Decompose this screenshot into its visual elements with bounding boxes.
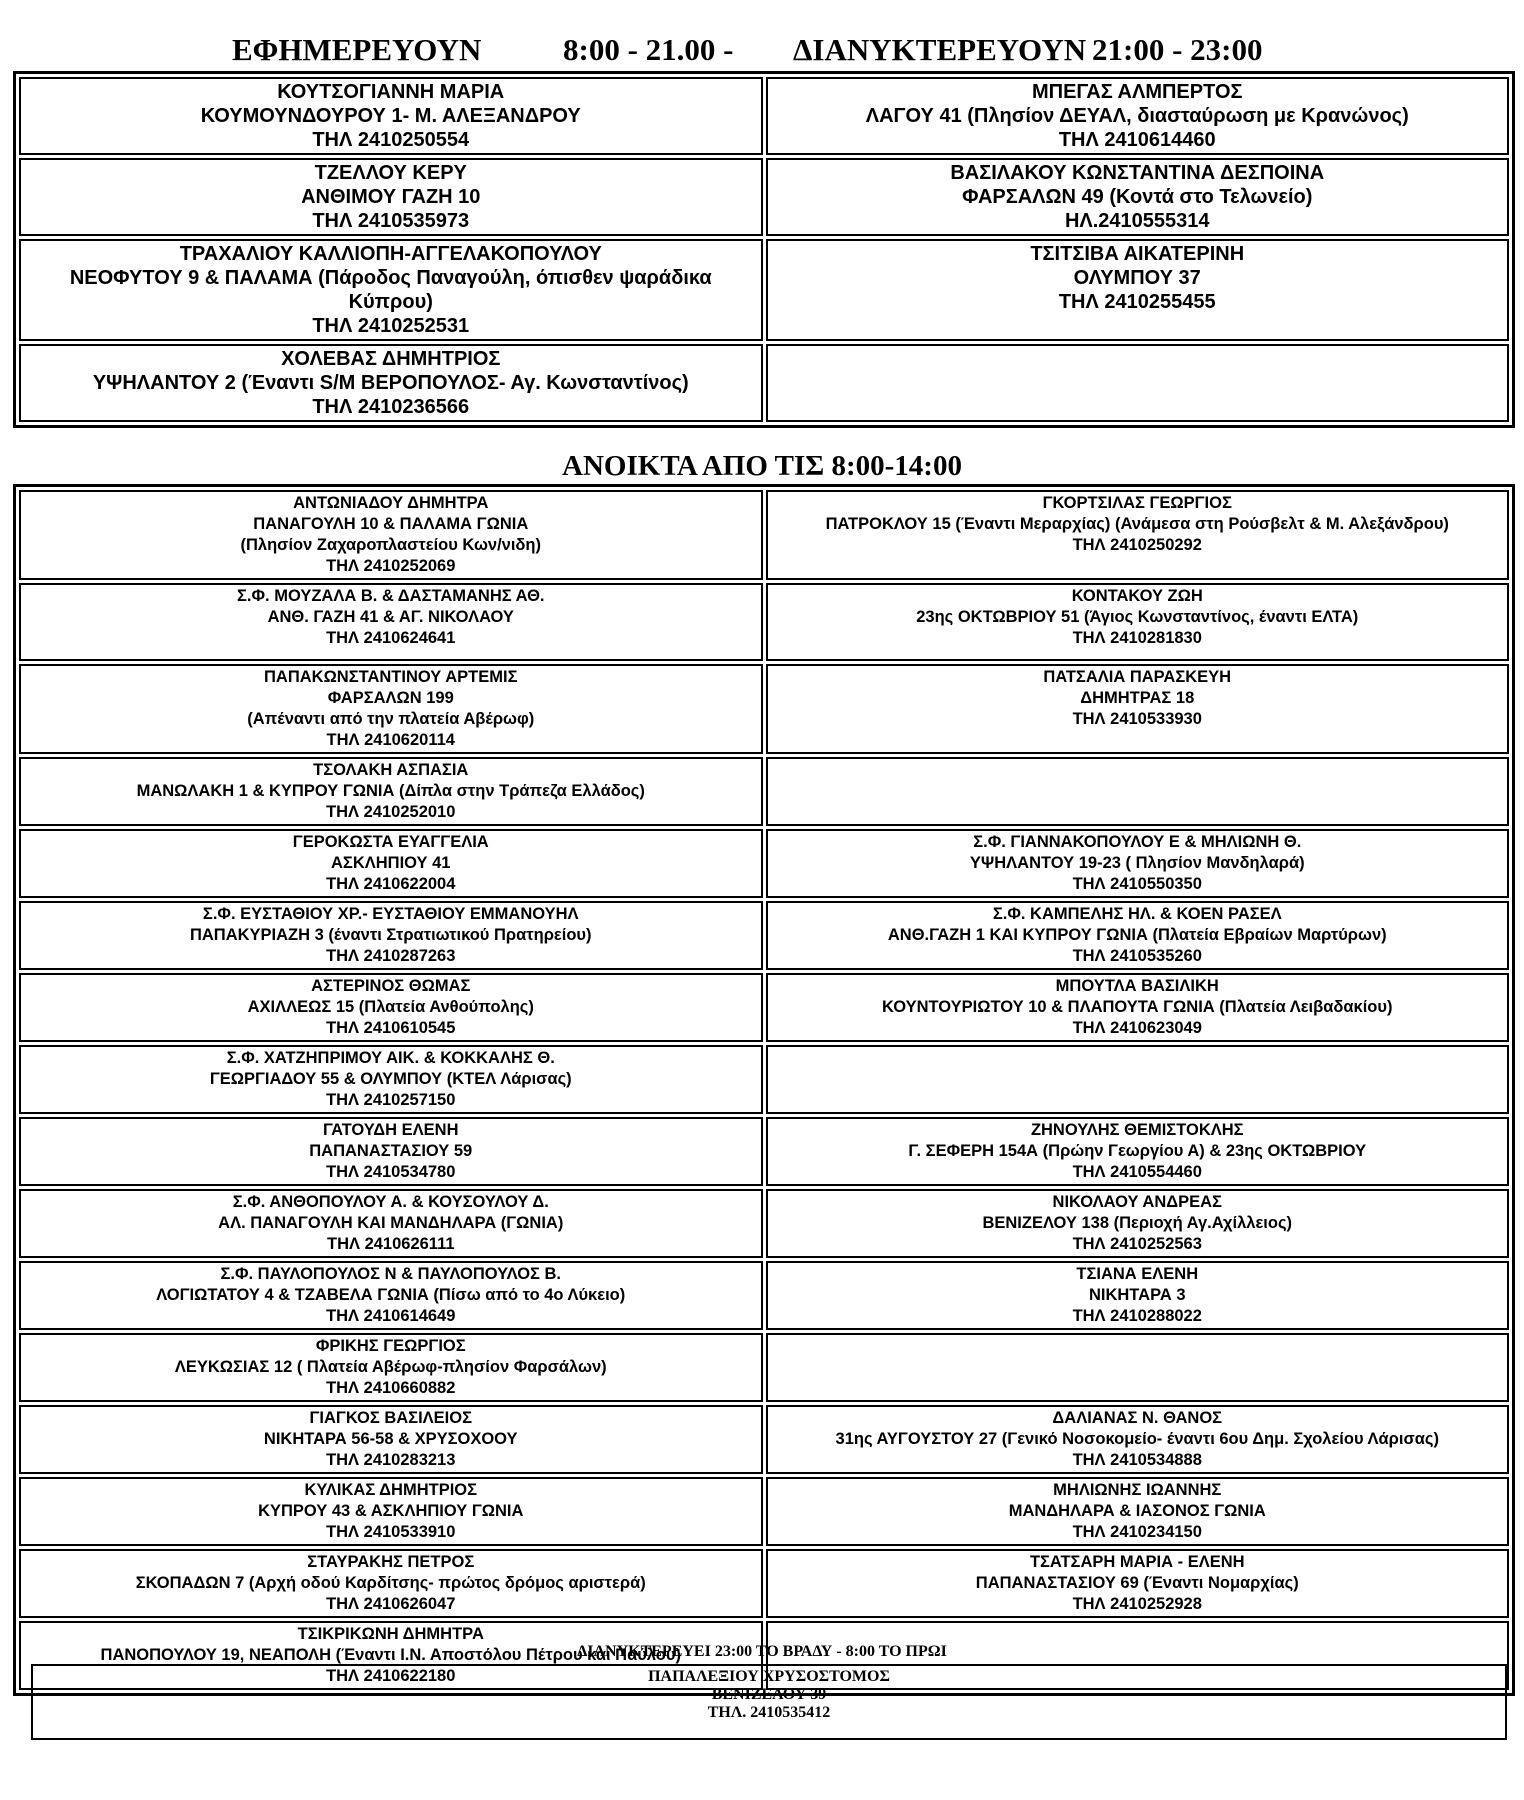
pharmacy-address: ΑΧΙΛΛΕΩΣ 15 (Πλατεία Ανθούπολης): [247, 998, 534, 1016]
pharmacy-address: ΠΑΠΑΝΑΣΤΑΣΙΟΥ 69 (Έναντι Νομαρχίας): [975, 1574, 1299, 1592]
pharmacy-address: (Απέναντι από την πλατεία Αβέρωφ): [247, 710, 535, 728]
pharmacy-phone: ΤΗΛ 2410626047: [326, 1595, 456, 1613]
pharmacy-phone: ΤΗΛ 2410236566: [312, 396, 470, 418]
table-row: [19, 1549, 1509, 1618]
pharmacy-phone: ΤΗΛ 2410534888: [1072, 1451, 1202, 1469]
pharmacy-phone: ΤΗΛ 2410622180: [326, 1667, 456, 1685]
pharmacy-cell: [19, 1549, 763, 1618]
pharmacy-name: ΤΣΙΤΣΙΒΑ ΑΙΚΑΤΕΡΙΝΗ: [1030, 243, 1245, 265]
pharmacy-name: ΤΣΙΑΝΑ ΕΛΕΝΗ: [1076, 1265, 1199, 1283]
pharmacy-address: ΝΕΟΦΥΤΟΥ 9 & ΠΑΛΑΜΑ (Πάροδος Παναγούλη, όπισθεν ψαράδικα: [69, 267, 712, 289]
pharmacy-name: ΓΑΤΟΥΔΗ ΕΛΕΝΗ: [322, 1121, 459, 1139]
pharmacy-phone: ΤΗΛ 2410252928: [1072, 1595, 1202, 1613]
open-pharmacies-table: [13, 484, 1515, 1696]
table-row: [19, 901, 1509, 970]
table-row: [19, 1333, 1509, 1402]
pharmacy-cell: [766, 158, 1510, 236]
pharmacy-phone: ΤΗΛ 2410250554: [312, 129, 470, 151]
pharmacy-phone: ΤΗΛ 2410250292: [1072, 536, 1202, 554]
pharmacy-phone: ΤΗΛ 2410535260: [1072, 947, 1202, 965]
pharmacy-cell: [766, 901, 1510, 970]
pharmacy-name: ΤΡΑΧΑΛΙΟΥ ΚΑΛΛΙΟΠΗ-ΑΓΓΕΛΑΚΟΠΟΥΛΟΥ: [179, 243, 602, 265]
pharmacy-name: ΚΥΛΙΚΑΣ ΔΗΜΗΤΡΙΟΣ: [304, 1481, 478, 1499]
table-row: [19, 583, 1509, 661]
pharmacy-name: ΠΑΠΑΚΩΝΣΤΑΝΤΙΝΟΥ ΑΡΤΕΜΙΣ: [264, 668, 518, 686]
pharmacy-name: ΤΣΙΚΡΙΚΩΝΗ ΔΗΜΗΤΡΑ: [297, 1625, 484, 1643]
pharmacy-address: ΚΟΥΜΟΥΝΔΟΥΡΟΥ 1- Μ. ΑΛΕΞΑΝΔΡΟΥ: [200, 105, 581, 127]
pharmacy-phone: ΗΛ.2410555314: [1064, 210, 1210, 232]
pharmacy-cell: [19, 664, 763, 754]
pharmacy-address: ΑΛ. ΠΑΝΑΓΟΥΛΗ ΚΑΙ ΜΑΝΔΗΛΑΡΑ (ΓΩΝΙΑ): [218, 1214, 564, 1232]
pharmacy-phone: ΤΗΛ 2410287263: [326, 947, 456, 965]
pharmacy-address: Κύπρου): [348, 291, 433, 313]
pharmacy-cell: [766, 1549, 1510, 1618]
table-row: [19, 664, 1509, 754]
empty-cell: [766, 344, 1510, 422]
pharmacy-address: ΝΙΚΗΤΑΡΑ 3: [1088, 1286, 1186, 1304]
duty-hours: 8:00 - 21.00 -: [563, 32, 734, 67]
pharmacy-address: ΛΑΓΟΥ 41 (Πλησίον ΔΕΥΑΛ, διασταύρωση με Κρανώνος): [865, 105, 1409, 127]
pharmacy-phone: ΤΗΛ 2410620114: [326, 731, 455, 749]
table-row: [19, 77, 1509, 155]
pharmacy-name: ΤΣΟΛΑΚΗ ΑΣΠΑΣΙΑ: [313, 761, 469, 779]
overnight-title: ΔΙΑΝΥΚΤΕΡΕΥΕΙ 23:00 ΤΟ ΒΡΑΔΥ - 8:00 ΤΟ ΠΡΩΙ: [577, 1643, 947, 1660]
pharmacy-name: ΚΟΥΤΣΟΓΙΑΝΝΗ ΜΑΡΙΑ: [277, 81, 505, 103]
pharmacy-address: ΑΝΘ. ΓΑΖΗ 41 & ΑΓ. ΝΙΚΟΛΑΟΥ: [267, 608, 514, 626]
duty-header: [0, 30, 1524, 70]
empty-cell: [766, 1045, 1510, 1114]
pharmacy-cell: [766, 1477, 1510, 1546]
pharmacy-address: ΜΑΝΩΛΑΚΗ 1 & ΚΥΠΡΟΥ ΓΩΝΙΑ (Δίπλα στην Τράπεζα Ελλάδος): [136, 782, 645, 800]
table-row: [19, 1045, 1509, 1114]
pharmacy-name: ΓΚΟΡΤΣΙΛΑΣ ΓΕΩΡΓΙΟΣ: [1042, 494, 1232, 512]
pharmacy-address: ΠΑΝΟΠΟΥΛΟΥ 19, ΝΕΑΠΟΛΗ (Έναντι Ι.Ν. Αποστόλου Πέτρου και Παύλου): [100, 1646, 681, 1664]
duty-pharmacies-table: [13, 71, 1515, 428]
pharmacy-phone: ΤΗΛ 2410533910: [326, 1523, 456, 1541]
pharmacy-phone: ΤΗΛ 2410283213: [326, 1451, 456, 1469]
pharmacy-address: 23ης ΟΚΤΩΒΡΙΟΥ 51 (Άγιος Κωνσταντίνος, έναντι ΕΛΤΑ): [916, 608, 1359, 626]
table-row: [19, 1261, 1509, 1330]
table-row: [19, 490, 1509, 580]
empty-cell: [766, 757, 1510, 826]
overnight-pharmacy-phone: ΤΗΛ. 2410535412: [707, 1704, 831, 1721]
pharmacy-name: ΓΙΑΓΚΟΣ ΒΑΣΙΛΕΙΟΣ: [309, 1409, 472, 1427]
pharmacy-cell: [19, 490, 763, 580]
table-row: [19, 1477, 1509, 1546]
pharmacy-phone: ΤΗΛ 2410614460: [1058, 129, 1216, 151]
duty-title: ΕΦΗΜΕΡΕΥΟΥΝ: [232, 32, 482, 67]
pharmacy-phone: ΤΗΛ 2410252069: [326, 557, 456, 575]
pharmacy-cell: [19, 158, 763, 236]
pharmacy-address: ΚΥΠΡΟΥ 43 & ΑΣΚΛΗΠΙΟΥ ΓΩΝΙΑ: [258, 1502, 524, 1520]
pharmacy-address: ΠΑΠΑΝΑΣΤΑΣΙΟΥ 59: [309, 1142, 473, 1160]
pharmacy-address: ΦΑΡΣΑΛΩΝ 49 (Κοντά στο Τελωνείο): [962, 186, 1313, 208]
pharmacy-cell: [19, 239, 763, 341]
pharmacy-name: ΤΣΑΤΣΑΡΗ ΜΑΡΙΑ - ΕΛΕΝΗ: [1029, 1553, 1245, 1571]
pharmacy-cell: [19, 901, 763, 970]
pharmacy-phone: ΤΗΛ 2410533930: [1072, 710, 1202, 728]
table-row: [19, 973, 1509, 1042]
pharmacy-name: ΤΖΕΛΛΟΥ ΚΕΡΥ: [314, 162, 467, 184]
night-duty-hours: 21:00 - 23:00: [1092, 32, 1263, 67]
pharmacy-name: Σ.Φ. ΓΙΑΝΝΑΚΟΠΟΥΛΟΥ Ε & ΜΗΛΙΩΝΗ Θ.: [973, 833, 1302, 851]
pharmacy-address: ΠΑΤΡΟΚΛΟΥ 15 (Έναντι Μεραρχίας) (Ανάμεσα στη Ρούσβελτ & Μ. Αλεξάνδρου): [825, 515, 1449, 533]
pharmacy-name: ΧΟΛΕΒΑΣ ΔΗΜΗΤΡΙΟΣ: [281, 348, 501, 370]
pharmacy-cell: [766, 583, 1510, 661]
pharmacy-address: ΓΕΩΡΓΙΑΔΟΥ 55 & ΟΛΥΜΠΟΥ (ΚΤΕΛ Λάρισας): [209, 1070, 572, 1088]
pharmacy-address: ΠΑΝΑΓΟΥΛΗ 10 & ΠΑΛΑΜΑ ΓΩΝΙΑ: [253, 515, 529, 533]
pharmacy-phone: ΤΗΛ 2410257150: [326, 1091, 456, 1109]
pharmacy-name: ΑΝΤΩΝΙΑΔΟΥ ΔΗΜΗΤΡΑ: [293, 494, 489, 512]
pharmacy-cell: [19, 77, 763, 155]
pharmacy-address: ΥΨΗΛΑΝΤΟΥ 2 (Έναντι S/M ΒΕΡΟΠΟΥΛΟΣ- Αγ. Κωνσταντίνος): [92, 372, 689, 394]
pharmacy-name: Σ.Φ. ΕΥΣΤΑΘΙΟΥ ΧΡ.- ΕΥΣΤΑΘΙΟΥ ΕΜΜΑΝΟΥΗΛ: [202, 905, 579, 923]
table-row: [19, 1117, 1509, 1186]
pharmacy-name: ΚΟΝΤΑΚΟΥ ΖΩΗ: [1071, 587, 1203, 605]
pharmacy-phone: ΤΗΛ 2410281830: [1072, 629, 1202, 647]
pharmacy-address: ΥΨΗΛΑΝΤΟΥ 19-23 ( Πλησίον Μανδηλαρά): [969, 854, 1305, 872]
pharmacy-name: ΑΣΤΕΡΙΝΟΣ ΘΩΜΑΣ: [311, 977, 471, 995]
overnight-pharmacy-address: ΒΕΝΙΖΕΛΟΥ 39: [711, 1686, 827, 1703]
pharmacy-name: ΒΑΣΙΛΑΚΟΥ ΚΩΝΣΤΑΝΤΙΝΑ ΔΕΣΠΟΙΝΑ: [950, 162, 1325, 184]
pharmacy-cell: [766, 1189, 1510, 1258]
pharmacy-address: ΔΗΜΗΤΡΑΣ 18: [1080, 689, 1195, 707]
pharmacy-name: Σ.Φ. ΧΑΤΖΗΠΡΙΜΟΥ ΑΙΚ. & ΚΟΚΚΑΛΗΣ Θ.: [226, 1049, 555, 1067]
pharmacy-cell: [19, 1477, 763, 1546]
pharmacy-address: ΠΑΠΑΚΥΡΙΑΖΗ 3 (έναντι Στρατιωτικού Πρατηρείου): [189, 926, 592, 944]
night-duty-title: ΔΙΑΝΥΚΤΕΡΕΥΟΥΝ: [793, 32, 1087, 67]
table-row: [19, 1189, 1509, 1258]
pharmacy-name: Σ.Φ. ΜΟΥΖΑΛΑ Β. & ΔΑΣΤΑΜΑΝΗΣ ΑΘ.: [237, 587, 545, 605]
pharmacy-phone: ΤΗΛ 2410550350: [1072, 875, 1202, 893]
pharmacy-phone: ΤΗΛ 2410626111: [326, 1235, 455, 1253]
pharmacy-cell: [766, 239, 1510, 341]
pharmacy-cell: [766, 1117, 1510, 1186]
pharmacy-address: (Πλησίον Ζαχαροπλαστείου Κων/νιδη): [240, 536, 542, 554]
pharmacy-cell: [19, 829, 763, 898]
pharmacy-cell: [19, 1333, 763, 1402]
pharmacy-cell: [766, 664, 1510, 754]
pharmacy-address: ΦΑΡΣΑΛΩΝ 199: [327, 689, 454, 707]
pharmacy-name: ΖΗΝΟΥΛΗΣ ΘΕΜΙΣΤΟΚΛΗΣ: [1030, 1121, 1244, 1139]
pharmacy-name: ΝΙΚΟΛΑΟΥ ΑΝΔΡΕΑΣ: [1052, 1193, 1222, 1211]
pharmacy-phone: ΤΗΛ 2410610545: [326, 1019, 456, 1037]
pharmacy-cell: [766, 1405, 1510, 1474]
pharmacy-name: Σ.Φ. ΠΑΥΛΟΠΟΥΛΟΣ Ν & ΠΑΥΛΟΠΟΥΛΟΣ Β.: [220, 1265, 562, 1283]
pharmacy-cell: [19, 973, 763, 1042]
table-row: [19, 239, 1509, 341]
pharmacy-phone: ΤΗΛ 2410535973: [312, 210, 470, 232]
pharmacy-cell: [19, 1045, 763, 1114]
pharmacy-name: Σ.Φ. ΚΑΜΠΕΛΗΣ ΗΛ. & ΚΟΕΝ ΡΑΣΕΛ: [992, 905, 1282, 923]
pharmacy-address: ΑΣΚΛΗΠΙΟΥ 41: [331, 854, 451, 872]
open-section-title: ΑΝΟΙΚΤΑ ΑΠΟ ΤΙΣ 8:00-14:00: [562, 450, 962, 482]
pharmacy-phone: ΤΗΛ 2410623049: [1072, 1019, 1202, 1037]
pharmacy-phone: ΤΗΛ 2410660882: [326, 1379, 456, 1397]
pharmacy-address: ΑΝΘ.ΓΑΖΗ 1 ΚΑΙ ΚΥΠΡΟΥ ΓΩΝΙΑ (Πλατεία Εβραίων Μαρτύρων): [887, 926, 1387, 944]
pharmacy-cell: [19, 344, 763, 422]
pharmacy-name: ΜΠΕΓΑΣ ΑΛΜΠΕΡΤΟΣ: [1031, 81, 1243, 103]
pharmacy-phone: ΤΗΛ 2410288022: [1072, 1307, 1202, 1325]
pharmacy-phone: ΤΗΛ 2410255455: [1058, 291, 1216, 313]
pharmacy-cell: [766, 77, 1510, 155]
pharmacy-name: ΜΗΛΙΩΝΗΣ ΙΩΑΝΝΗΣ: [1053, 1481, 1222, 1499]
pharmacy-address: ΝΙΚΗΤΑΡΑ 56-58 & ΧΡΥΣΟΧΟΟΥ: [263, 1430, 518, 1448]
pharmacy-address: ΟΛΥΜΠΟΥ 37: [1073, 267, 1201, 289]
pharmacy-cell: [766, 490, 1510, 580]
pharmacy-cell: [766, 829, 1510, 898]
pharmacy-address: Γ. ΣΕΦΕΡΗ 154Α (Πρώην Γεωργίου Α) & 23ης ΟΚΤΩΒΡΙΟΥ: [908, 1142, 1367, 1160]
pharmacy-cell: [19, 757, 763, 826]
pharmacy-name: ΠΑΤΣΑΛΙΑ ΠΑΡΑΣΚΕΥΗ: [1043, 668, 1232, 686]
pharmacy-cell: [19, 1117, 763, 1186]
pharmacy-address: ΑΝΘΙΜΟΥ ΓΑΖΗ 10: [301, 186, 481, 208]
pharmacy-phone: ΤΗΛ 2410234150: [1072, 1523, 1202, 1541]
pharmacy-phone: ΤΗΛ 2410622004: [326, 875, 456, 893]
overnight-pharmacy-box: [31, 1664, 1507, 1740]
pharmacy-phone: ΤΗΛ 2410554460: [1072, 1163, 1202, 1181]
pharmacy-name: ΦΡΙΚΗΣ ΓΕΩΡΓΙΟΣ: [315, 1337, 466, 1355]
overnight-pharmacy-name: ΠΑΠΑΛΕΞΙΟΥ ΧΡΥΣΟΣΤΟΜΟΣ: [648, 1668, 890, 1685]
pharmacy-cell: [19, 1189, 763, 1258]
pharmacy-address: 31ης ΑΥΓΟΥΣΤΟΥ 27 (Γενικό Νοσοκομείο- έναντι 6ου Δημ. Σχολείου Λάρισας): [835, 1430, 1439, 1448]
pharmacy-name: Σ.Φ. ΑΝΘΟΠΟΥΛΟΥ Α. & ΚΟΥΣΟΥΛΟΥ Δ.: [232, 1193, 549, 1211]
table-row: [19, 757, 1509, 826]
pharmacy-phone: ΤΗΛ 2410534780: [326, 1163, 456, 1181]
pharmacy-name: ΓΕΡΟΚΩΣΤΑ ΕΥΑΓΓΕΛΙΑ: [292, 833, 489, 851]
pharmacy-address: ΛΕΥΚΩΣΙΑΣ 12 ( Πλατεία Αβέρωφ-πλησίον Φαρσάλων): [174, 1358, 607, 1376]
table-row: [19, 344, 1509, 422]
pharmacy-phone: ΤΗΛ 2410252563: [1072, 1235, 1202, 1253]
pharmacy-address: ΣΚΟΠΑΔΩΝ 7 (Αρχή οδού Καρδίτσης- πρώτος δρόμος αριστερά): [135, 1574, 646, 1592]
pharmacy-cell: [766, 973, 1510, 1042]
pharmacy-phone: ΤΗΛ 2410252010: [326, 803, 456, 821]
empty-cell: [766, 1333, 1510, 1402]
pharmacy-address: ΜΑΝΔΗΛΑΡΑ & ΙΑΣΟΝΟΣ ΓΩΝΙΑ: [1008, 1502, 1266, 1520]
pharmacy-name: ΔΑΛΙΑΝΑΣ Ν. ΘΑΝΟΣ: [1052, 1409, 1223, 1427]
pharmacy-address: ΛΟΓΙΩΤΑΤΟΥ 4 & ΤΖΑΒΕΛΑ ΓΩΝΙΑ (Πίσω από το 4ο Λύκειο): [156, 1286, 626, 1304]
pharmacy-cell: [766, 1261, 1510, 1330]
table-row: [19, 158, 1509, 236]
pharmacy-name: ΣΤΑΥΡΑΚΗΣ ΠΕΤΡΟΣ: [307, 1553, 475, 1571]
pharmacy-address: ΚΟΥΝΤΟΥΡΙΩΤΟΥ 10 & ΠΛΑΠΟΥΤΑ ΓΩΝΙΑ (Πλατεία Λειβαδακίου): [882, 998, 1393, 1016]
pharmacy-phone: ΤΗΛ 2410614649: [326, 1307, 456, 1325]
pharmacy-phone: ΤΗΛ 2410624641: [326, 629, 456, 647]
table-row: [19, 1405, 1509, 1474]
pharmacy-name: ΜΠΟΥΤΛΑ ΒΑΣΙΛΙΚΗ: [1055, 977, 1219, 995]
pharmacy-cell: [19, 1405, 763, 1474]
table-row: [19, 829, 1509, 898]
pharmacy-cell: [19, 583, 763, 661]
pharmacy-cell: [19, 1261, 763, 1330]
pharmacy-phone: ΤΗΛ 2410252531: [312, 315, 470, 337]
pharmacy-address: ΒΕΝΙΖΕΛΟΥ 138 (Περιοχή Αγ.Αχίλλειος): [982, 1214, 1293, 1232]
